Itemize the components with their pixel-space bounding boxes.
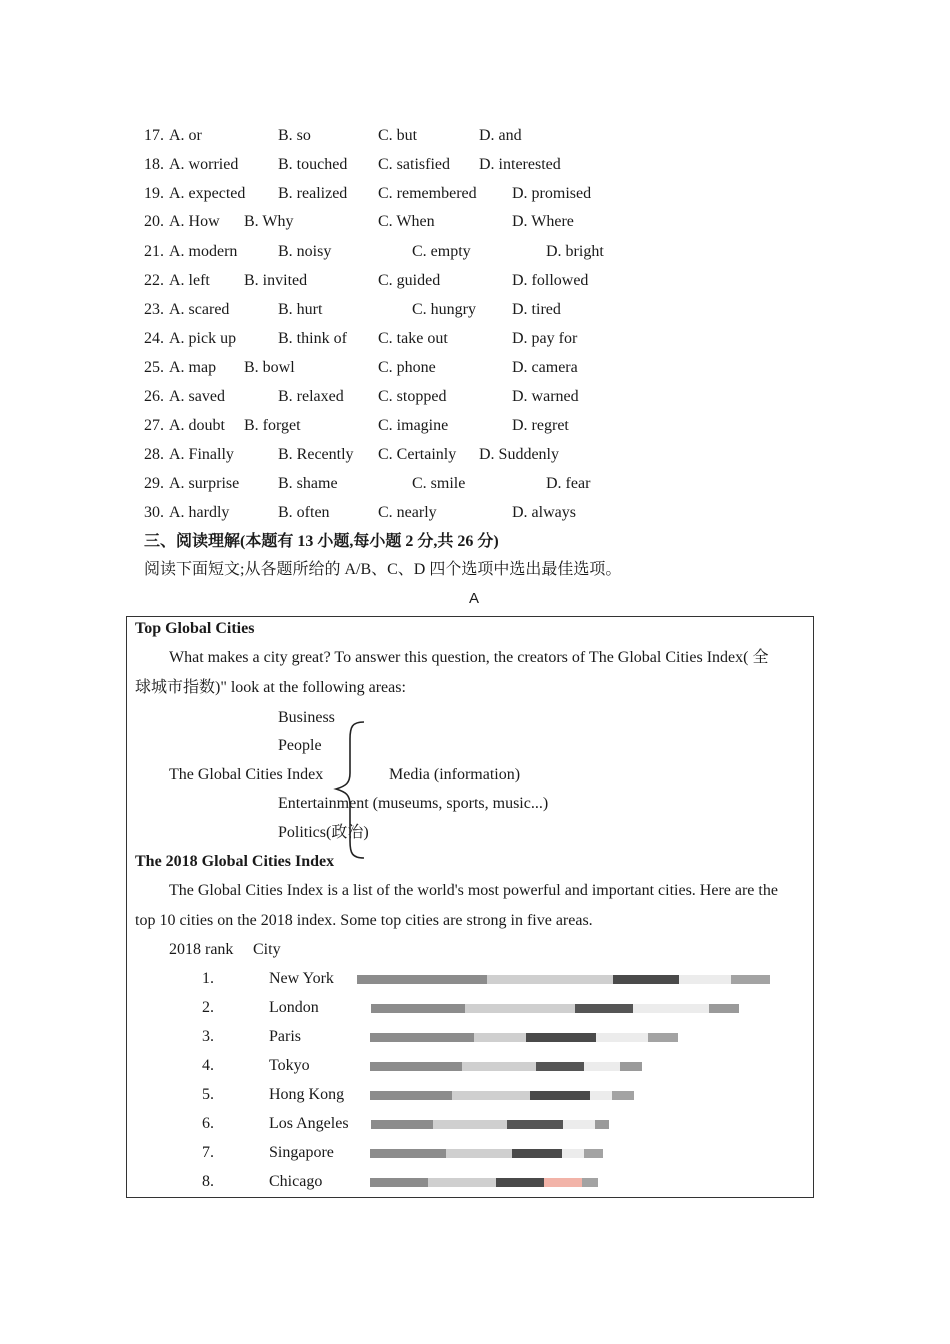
option-a: A. surprise (169, 475, 240, 492)
city-index-bar (371, 1120, 609, 1129)
question-number: 23. (144, 301, 164, 318)
area-people: People (278, 737, 322, 754)
question-number: 27. (144, 417, 164, 434)
option-b: B. shame (278, 475, 338, 492)
option-b: B. invited (244, 272, 308, 289)
option-d: D. bright (546, 243, 604, 260)
question-number: 17. (144, 127, 164, 144)
option-b: B. bowl (244, 359, 295, 376)
city-name: London (269, 999, 319, 1016)
option-a: A. How (169, 213, 220, 230)
area-business: Business (278, 709, 335, 726)
intro-line-1: What makes a city great? To answer this question, the creators of The Global Cities Index( 全 (169, 649, 769, 666)
option-d: D. camera (512, 359, 578, 376)
city-rank: 2. (202, 999, 214, 1016)
option-b: B. realized (278, 185, 348, 202)
city-name: Paris (269, 1028, 301, 1045)
option-c: C. guided (378, 272, 441, 289)
city-name: Chicago (269, 1173, 323, 1190)
city-index-bar (370, 1091, 634, 1100)
question-number: 24. (144, 330, 164, 347)
city-name: Los Angeles (269, 1115, 349, 1132)
intro-line-2: 球城市指数)" look at the following areas: (135, 679, 406, 696)
option-a: A. scared (169, 301, 230, 318)
passage-box (126, 616, 814, 1198)
question-number: 22. (144, 272, 164, 289)
city-index-bar (371, 1004, 739, 1013)
option-c: C. take out (378, 330, 448, 347)
table-header-city: City (253, 941, 281, 958)
city-index-bar (370, 1149, 603, 1158)
section-heading: 三、阅读理解(本题有 13 小题,每小题 2 分,共 26 分) (144, 533, 499, 550)
city-rank: 3. (202, 1028, 214, 1045)
city-name: Singapore (269, 1144, 334, 1161)
option-c: C. imagine (378, 417, 449, 434)
city-rank: 1. (202, 970, 214, 987)
option-a: A. hardly (169, 504, 230, 521)
option-b: B. so (278, 127, 311, 144)
question-number: 21. (144, 243, 164, 260)
city-name: New York (269, 970, 334, 987)
city-index-bar (357, 975, 770, 984)
question-number: 29. (144, 475, 164, 492)
option-a: A. saved (169, 388, 225, 405)
city-rank: 5. (202, 1086, 214, 1103)
option-c: C. When (378, 213, 435, 230)
question-number: 26. (144, 388, 164, 405)
question-number: 19. (144, 185, 164, 202)
option-d: D. Where (512, 213, 574, 230)
option-c: C. phone (378, 359, 436, 376)
option-c: C. nearly (378, 504, 437, 521)
option-d: D. always (512, 504, 576, 521)
area-politics: Politics(政治) (278, 824, 369, 841)
city-name: Tokyo (269, 1057, 310, 1074)
city-rank: 8. (202, 1173, 214, 1190)
option-d: D. fear (546, 475, 591, 492)
city-rank: 4. (202, 1057, 214, 1074)
option-c: C. empty (412, 243, 471, 260)
option-c: C. Certainly (378, 446, 457, 463)
option-d: D. promised (512, 185, 592, 202)
question-number: 30. (144, 504, 164, 521)
option-b: B. Recently (278, 446, 354, 463)
option-d: D. warned (512, 388, 579, 405)
body-line-2: top 10 cities on the 2018 index. Some top cities are strong in five areas. (135, 912, 593, 929)
option-a: A. or (169, 127, 202, 144)
question-number: 18. (144, 156, 164, 173)
option-b: B. Why (244, 213, 294, 230)
option-b: B. think of (278, 330, 347, 347)
option-c: C. remembered (378, 185, 477, 202)
option-a: A. modern (169, 243, 238, 260)
index-label: The Global Cities Index (169, 766, 324, 783)
option-c: C. satisfied (378, 156, 450, 173)
option-a: A. expected (169, 185, 246, 202)
option-b: B. often (278, 504, 330, 521)
option-d: D. interested (479, 156, 561, 173)
option-b: B. forget (244, 417, 301, 434)
option-d: D. followed (512, 272, 589, 289)
option-c: C. but (378, 127, 418, 144)
section-instruction: 阅读下面短文;从各题所给的 A/B、C、D 四个选项中选出最佳选项。 (144, 561, 622, 578)
option-a: A. worried (169, 156, 239, 173)
question-number: 28. (144, 446, 164, 463)
passage-subtitle: The 2018 Global Cities Index (135, 853, 335, 870)
option-d: D. Suddenly (479, 446, 559, 463)
city-rank: 7. (202, 1144, 214, 1161)
city-name: Hong Kong (269, 1086, 345, 1103)
area-media: Media (information) (389, 766, 521, 783)
option-b: B. touched (278, 156, 348, 173)
option-d: D. regret (512, 417, 569, 434)
city-index-bar (370, 1033, 678, 1042)
option-d: D. tired (512, 301, 561, 318)
city-index-bar (370, 1062, 642, 1071)
option-c: C. hungry (412, 301, 476, 318)
table-header-rank: 2018 rank (169, 941, 234, 958)
city-rank: 6. (202, 1115, 214, 1132)
option-a: A. left (169, 272, 210, 289)
option-c: C. stopped (378, 388, 447, 405)
option-a: A. Finally (169, 446, 234, 463)
question-number: 25. (144, 359, 164, 376)
city-index-bar (370, 1178, 598, 1187)
passage-title: Top Global Cities (135, 620, 255, 637)
option-b: B. hurt (278, 301, 323, 318)
option-a: A. map (169, 359, 217, 376)
option-d: D. pay for (512, 330, 578, 347)
option-b: B. relaxed (278, 388, 344, 405)
option-c: C. smile (412, 475, 466, 492)
body-line-1: The Global Cities Index is a list of the world's most powerful and important cities. Here are the (169, 882, 778, 899)
option-a: A. doubt (169, 417, 225, 434)
option-a: A. pick up (169, 330, 237, 347)
option-d: D. and (479, 127, 522, 144)
passage-label: A (469, 590, 480, 607)
area-entertainment: Entertainment (museums, sports, music...) (278, 795, 549, 812)
question-number: 20. (144, 213, 164, 230)
curly-brace-icon (330, 719, 370, 861)
option-b: B. noisy (278, 243, 332, 260)
